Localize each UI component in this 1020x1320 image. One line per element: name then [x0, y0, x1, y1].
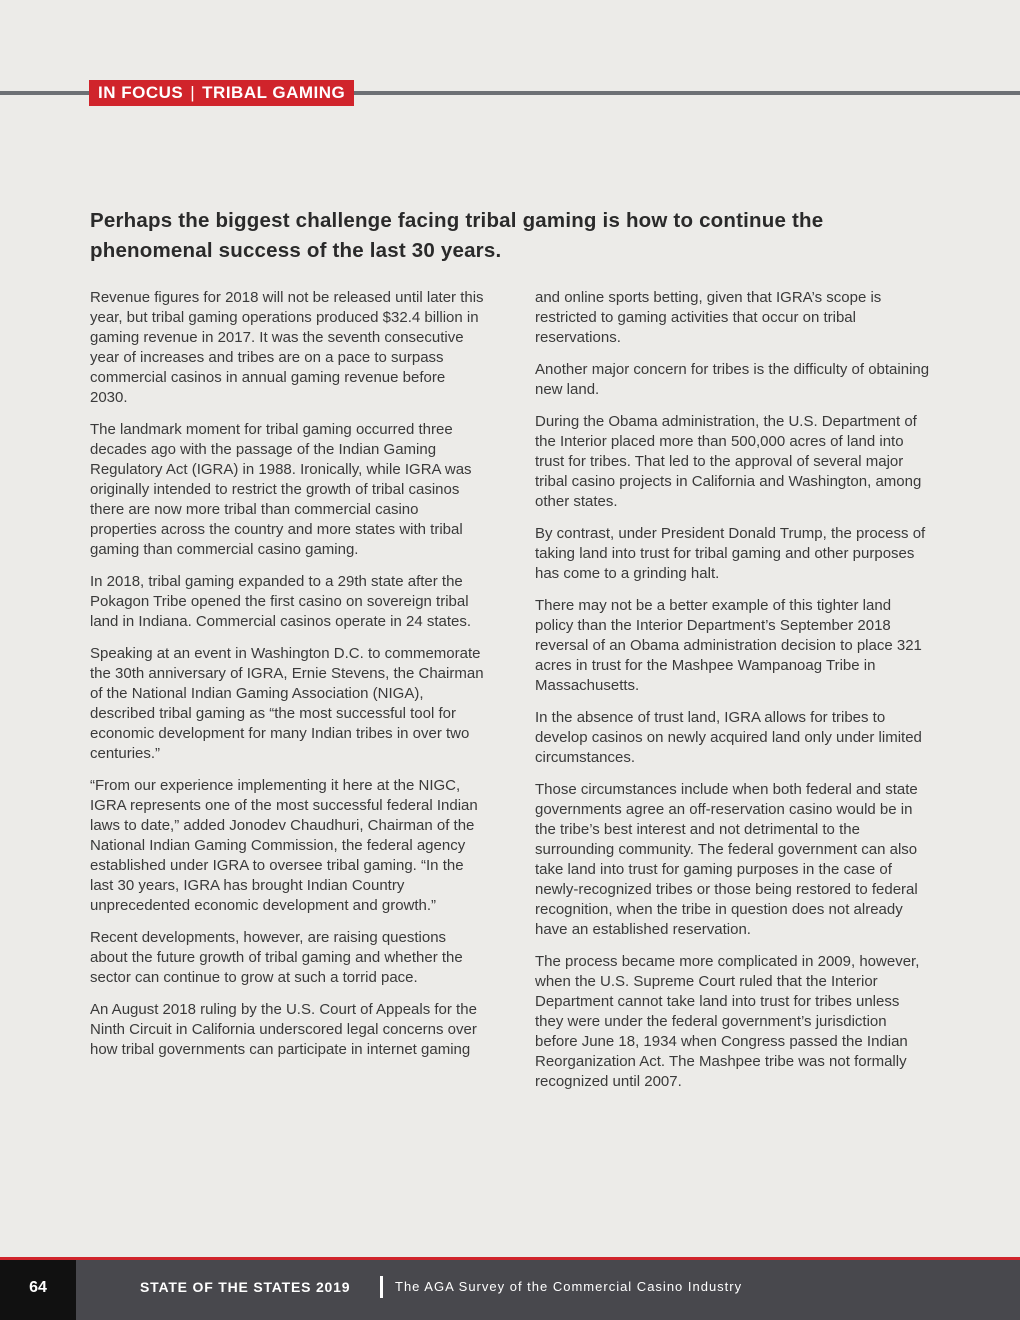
section-tag	[89, 80, 354, 106]
paragraph: An August 2018 ruling by the U.S. Court of Appeals for the Ninth Circuit in California underscored legal concerns over how tribal governments can participate in internet gaming	[90, 1001, 477, 1058]
paragraph: In 2018, tribal gaming expanded to a 29th state after the Pokagon Tribe opened the first casino on sovereign tribal land in Indiana. Commercial casinos operate in 24 states.	[90, 573, 472, 630]
publication-title: STATE OF THE STATES 2019	[140, 1279, 351, 1295]
left-column	[90, 288, 485, 1072]
paragraph: Those circumstances include when both federal and state governments agree an off-reservation casino would be in the tribe’s best interest and not detrimental to the surrounding community. The federal government can also take land into trust for gaming purposes in the case of newly-recognized tribes or those being restored to federal recognition, when the tribe in question does not already have an established reservation.	[535, 781, 918, 938]
paragraph: There may not be a better example of this tighter land policy than the Interior Department’s September 2018 reversal of an Obama administration decision to place 321 acres in trust for the Mashpee Wampanoag Tribe in Massachusetts.	[535, 597, 922, 694]
paragraph: Recent developments, however, are raising questions about the future growth of tribal gaming and whether the sector can continue to grow at such a torrid pace.	[90, 929, 463, 986]
footer	[0, 1260, 1020, 1320]
lead-heading: Perhaps the biggest challenge facing tribal gaming is how to continue the phenomenal success of the last 30 years.	[90, 209, 824, 262]
paragraph: By contrast, under President Donald Trump, the process of taking land into trust for tribal gaming and other purposes has come to a grinding halt.	[535, 525, 926, 582]
page-number: 64	[0, 1260, 76, 1320]
paragraph: Revenue figures for 2018 will not be released until later this year, but tribal gaming operations produced $32.4 billion in gaming revenue in 2017. It was the seventh consecutive year of increases and tribes are on a pace to surpass commercial casinos in annual gaming revenue before 2030.	[90, 289, 484, 406]
right-column	[535, 288, 930, 1104]
publication-subtitle: The AGA Survey of the Commercial Casino Industry	[395, 1279, 743, 1294]
paragraph: and online sports betting, given that IGRA’s scope is restricted to gaming activities that occur on tribal reservations.	[535, 289, 882, 346]
footer-divider	[380, 1276, 383, 1298]
paragraph: Another major concern for tribes is the difficulty of obtaining new land.	[535, 361, 930, 398]
paragraph: In the absence of trust land, IGRA allows for tribes to develop casinos on newly acquired land only under limited circumstances.	[535, 709, 922, 766]
topic-label: TRIBAL GAMING	[202, 83, 346, 102]
paragraph: Speaking at an event in Washington D.C. to commemorate the 30th anniversary of IGRA, Ernie Stevens, the Chairman of the National Indian Gaming Association (NIGA), described tribal gaming as “the most successful tool for economic development for many Indian tribes in over two centuries.”	[90, 645, 484, 762]
paragraph: The process became more complicated in 2009, however, when the U.S. Supreme Court ruled that the Interior Department cannot take land into trust for tribes unless they were under the federal government’s jurisdiction before June 18, 1934 when Congress passed the Indian Reorganization Act. The Mashpee tribe was not formally recognized until 2007.	[535, 953, 920, 1090]
paragraph: “From our experience implementing it here at the NIGC, IGRA represents one of the most successful federal Indian laws to date,” added Jonodev Chaudhuri, Chairman of the National Indian Gaming Commission, the federal agency established under IGRA to oversee tribal gaming. “In the last 30 years, IGRA has brought Indian Country unprecedented economic development and growth.”	[90, 777, 478, 914]
section-separator: |	[190, 83, 196, 102]
section-label: IN FOCUS	[98, 83, 184, 102]
paragraph: During the Obama administration, the U.S. Department of the Interior placed more than 500,000 acres of land into trust for tribes. That led to the approval of several major tribal casino projects in California and Washington, among other states.	[535, 413, 922, 510]
paragraph: The landmark moment for tribal gaming occurred three decades ago with the passage of the Indian Gaming Regulatory Act (IGRA) in 1988. Ironically, while IGRA was originally intended to restrict the growth of tribal casinos there are now more tribal than commercial casino properties across the country and more states with tribal gaming than commercial casino gaming.	[90, 421, 472, 558]
